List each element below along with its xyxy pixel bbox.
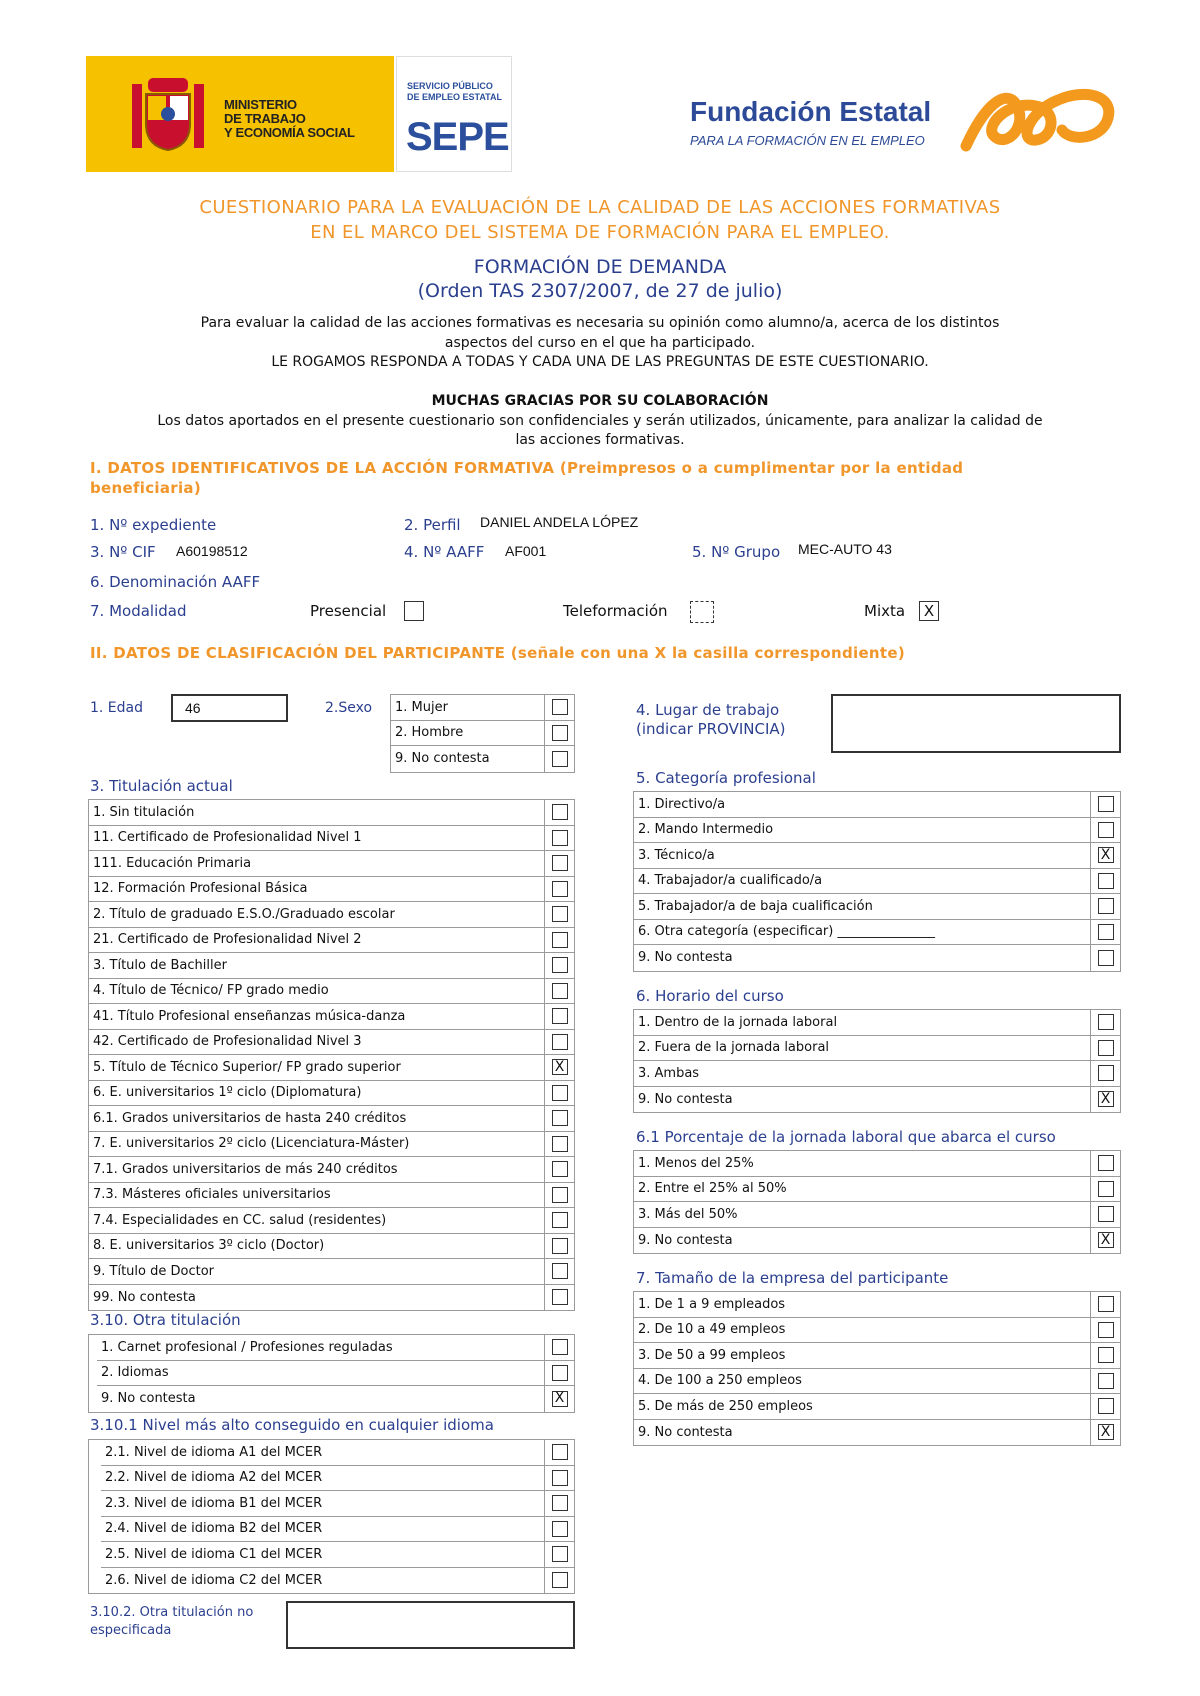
porcentaje-checkbox[interactable] <box>1098 1181 1114 1197</box>
idioma-checkbox[interactable] <box>552 1572 568 1588</box>
tamano-checkbox[interactable] <box>1098 1347 1114 1363</box>
titulacion-checkbox[interactable] <box>552 830 568 846</box>
tamano-row <box>634 1292 1120 1318</box>
grupo-value[interactable]: MEC-AUTO 43 <box>798 541 892 557</box>
porcentaje-option-label: 2. Entre el 25% al 50% <box>638 1181 787 1197</box>
titulacion-row <box>89 1157 574 1183</box>
titulacion-checkbox-cell <box>544 979 574 1004</box>
porcentaje-row <box>634 1151 1120 1177</box>
modalidad-label: 7. Modalidad <box>90 602 187 620</box>
intro-line-3: LE ROGAMOS RESPONDA A TODAS Y CADA UNA DE LAS PREGUNTAS DE ESTE CUESTIONARIO. <box>271 354 929 370</box>
otra-titulacion-checkbox[interactable] <box>552 1365 568 1381</box>
expediente-label: 1. Nº expediente <box>90 516 217 534</box>
titulacion-checkbox[interactable] <box>552 1136 568 1152</box>
tamano-checkbox-cell <box>1090 1394 1120 1419</box>
horario-checkbox-cell <box>1090 1010 1120 1035</box>
sepe-subtitle: SERVICIO PÚBLICO DE EMPLEO ESTATAL <box>407 81 503 102</box>
titulacion-checkbox[interactable] <box>552 906 568 922</box>
otra-titulacion-option-label: 2. Idiomas <box>101 1365 169 1381</box>
titulacion-row <box>89 902 574 928</box>
titulacion-option-label: 8. E. universitarios 3º ciclo (Doctor) <box>93 1238 325 1254</box>
intro-line-1: Para evaluar la calidad de las acciones formativas es necesaria su opinión como alumno/a, acerca de los distintos <box>200 315 1000 331</box>
titulacion-checkbox-cell <box>544 1081 574 1106</box>
titulacion-checkbox-cell <box>544 826 574 851</box>
presencial-label: Presencial <box>310 602 387 620</box>
titulacion-row <box>89 1234 574 1260</box>
idioma-option-label: 2.4. Nivel de idioma B2 del MCER <box>105 1521 323 1537</box>
otra-titulacion-checkbox-cell <box>544 1335 574 1360</box>
mixta-checkbox[interactable]: X <box>919 601 939 621</box>
teleformacion-label: Teleformación <box>563 602 668 620</box>
horario-checkbox[interactable] <box>1098 1040 1114 1056</box>
tamano-options <box>633 1291 1121 1446</box>
sexo-row <box>391 695 574 721</box>
otra-titulacion-option-label: 9. No contesta <box>101 1391 196 1407</box>
coat-of-arms-icon <box>126 74 210 156</box>
tamano-checkbox[interactable] <box>1098 1373 1114 1389</box>
otra-titulacion-heading: 3.10. Otra titulación <box>90 1311 241 1329</box>
porcentaje-checkbox-cell <box>1090 1202 1120 1227</box>
sexo-checkbox[interactable] <box>552 725 568 741</box>
tamano-row <box>634 1394 1120 1420</box>
otra-no-especificada-field[interactable] <box>286 1601 575 1649</box>
categoria-checkbox-cell <box>1090 818 1120 843</box>
tamano-row <box>634 1343 1120 1369</box>
titulacion-option-label: 111. Educación Primaria <box>93 855 252 871</box>
titulacion-option-label: 21. Certificado de Profesionalidad Nivel 2 <box>93 932 362 948</box>
porcentaje-row <box>634 1177 1120 1203</box>
categoria-checkbox-cell <box>1090 869 1120 894</box>
tamano-checkbox[interactable] <box>1098 1322 1114 1338</box>
titulacion-checkbox[interactable] <box>552 1238 568 1254</box>
edad-value: 46 <box>185 700 201 716</box>
sepe-logo <box>396 56 512 172</box>
categoria-heading: 5. Categoría profesional <box>636 769 816 787</box>
title-formacion: FORMACIÓN DE DEMANDA <box>473 256 727 278</box>
otra-no-especificada-label-sub: especificada <box>90 1623 172 1638</box>
tamano-option-label: 1. De 1 a 9 empleados <box>638 1296 786 1312</box>
titulacion-checkbox[interactable] <box>552 1263 568 1279</box>
intro-line-2: aspectos del curso en el que ha participado. <box>444 335 756 351</box>
tamano-option-label: 3. De 50 a 99 empleos <box>638 1347 786 1363</box>
aaff-value[interactable]: AF001 <box>505 543 547 559</box>
categoria-checkbox-cell <box>1090 945 1120 971</box>
categoria-checkbox[interactable] <box>1098 898 1114 914</box>
confidential-line-1: Los datos aportados en el presente cuestionario son confidenciales y serán utilizados, únicamente, para analizar la calidad de <box>157 413 1043 429</box>
lugar-label-sub: (indicar PROVINCIA) <box>636 720 786 738</box>
sepe-wordmark: SEPE <box>406 115 509 159</box>
categoria-option-label: 1. Directivo/a <box>638 796 726 812</box>
titulacion-row <box>89 979 574 1005</box>
categoria-row <box>634 894 1120 920</box>
titulacion-row <box>89 1106 574 1132</box>
porcentaje-row <box>634 1202 1120 1228</box>
titulacion-row <box>89 1285 574 1311</box>
titulacion-option-label: 11. Certificado de Profesionalidad Nivel 1 <box>93 830 362 846</box>
titulacion-options <box>88 799 575 1311</box>
porcentaje-checkbox[interactable] <box>1098 1206 1114 1222</box>
title-line-1: CUESTIONARIO PARA LA EVALUACIÓN DE LA CALIDAD DE LAS ACCIONES FORMATIVAS <box>199 197 1001 218</box>
categoria-checkbox[interactable] <box>1098 796 1114 812</box>
horario-row <box>634 1036 1120 1062</box>
horario-option-label: 9. No contesta <box>638 1091 733 1107</box>
categoria-checkbox[interactable] <box>1098 822 1114 838</box>
titulacion-checkbox-cell <box>544 877 574 902</box>
titulacion-row <box>89 1055 574 1081</box>
titulacion-checkbox[interactable] <box>552 1161 568 1177</box>
titulacion-row <box>89 826 574 852</box>
titulacion-option-label: 3. Título de Bachiller <box>93 957 227 973</box>
titulacion-checkbox-cell <box>544 800 574 825</box>
titulacion-option-label: 6.1. Grados universitarios de hasta 240 créditos <box>93 1110 407 1126</box>
confidential-line-2: las acciones formativas. <box>515 432 685 448</box>
titulacion-checkbox[interactable] <box>552 983 568 999</box>
titulacion-row <box>89 1132 574 1158</box>
otra-no-especificada-label: 3.10.2. Otra titulación no <box>90 1605 254 1620</box>
categoria-checkbox-cell <box>1090 792 1120 817</box>
sexo-checkbox[interactable] <box>552 699 568 715</box>
perfil-value[interactable]: DANIEL ANDELA LÓPEZ <box>480 514 639 530</box>
idioma-option-label: 2.5. Nivel de idioma C1 del MCER <box>105 1546 323 1562</box>
idioma-checkbox[interactable] <box>552 1521 568 1537</box>
categoria-row <box>634 920 1120 946</box>
porcentaje-row <box>634 1228 1120 1254</box>
categoria-options <box>633 791 1121 972</box>
tamano-checkbox-cell <box>1090 1369 1120 1394</box>
horario-checkbox-cell <box>1090 1036 1120 1061</box>
aaff-label: 4. Nº AAFF <box>404 543 485 561</box>
idioma-option-label: 2.1. Nivel de idioma A1 del MCER <box>105 1444 323 1460</box>
tamano-checkbox[interactable] <box>1098 1398 1114 1414</box>
idioma-options <box>88 1439 575 1594</box>
titulacion-option-label: 12. Formación Profesional Básica <box>93 881 308 897</box>
categoria-option-label: 2. Mando Intermedio <box>638 822 774 838</box>
teleformacion-checkbox[interactable] <box>690 601 714 623</box>
titulacion-heading: 3. Titulación actual <box>90 777 233 795</box>
section-1-heading: I. DATOS IDENTIFICATIVOS DE LA ACCIÓN FORMATIVA (Preimpresos o a cumplimentar por la entidad <box>90 459 964 477</box>
tamano-checkbox-cell <box>1090 1420 1120 1446</box>
sexo-checkbox-cell <box>544 746 574 772</box>
tamano-option-label: 2. De 10 a 49 empleos <box>638 1322 786 1338</box>
idioma-option-label: 2.3. Nivel de idioma B1 del MCER <box>105 1495 323 1511</box>
titulacion-option-label: 2. Título de graduado E.S.O./Graduado escolar <box>93 906 395 922</box>
titulacion-row <box>89 1004 574 1030</box>
titulacion-row <box>89 1030 574 1056</box>
horario-checkbox[interactable] <box>1098 1014 1114 1030</box>
horario-row <box>634 1087 1120 1113</box>
sexo-checkbox[interactable] <box>552 751 568 767</box>
tamano-option-label: 9. No contesta <box>638 1424 733 1440</box>
titulacion-checkbox[interactable] <box>552 957 568 973</box>
lugar-label: 4. Lugar de trabajo <box>636 701 780 719</box>
titulacion-checkbox-cell <box>544 1259 574 1284</box>
tamano-row <box>634 1420 1120 1446</box>
titulacion-option-label: 6. E. universitarios 1º ciclo (Diplomatura) <box>93 1085 362 1101</box>
tamano-checkbox-cell <box>1090 1318 1120 1343</box>
idioma-row <box>101 1568 574 1594</box>
categoria-checkbox-cell <box>1090 894 1120 919</box>
idioma-checkbox-cell <box>544 1466 574 1491</box>
titulacion-checkbox-cell <box>544 902 574 927</box>
titulacion-option-label: 1. Sin titulación <box>93 804 195 820</box>
titulacion-row <box>89 1259 574 1285</box>
tamano-checkbox[interactable] <box>1098 1296 1114 1312</box>
porcentaje-option-label: 3. Más del 50% <box>638 1206 738 1222</box>
porcentaje-heading: 6.1 Porcentaje de la jornada laboral que abarca el curso <box>636 1128 1056 1146</box>
otra-titulacion-checkbox-cell <box>544 1386 574 1412</box>
titulacion-option-label: 42. Certificado de Profesionalidad Nivel 3 <box>93 1034 362 1050</box>
lugar-trabajo-field[interactable] <box>831 694 1121 753</box>
otra-titulacion-row <box>97 1361 574 1387</box>
titulacion-checkbox-cell <box>544 928 574 953</box>
titulacion-option-label: 7.4. Especialidades en CC. salud (residentes) <box>93 1212 387 1228</box>
sexo-option-label: 9. No contesta <box>395 751 490 767</box>
categoria-row <box>634 792 1120 818</box>
titulacion-checkbox[interactable]: X <box>552 1059 568 1075</box>
idioma-checkbox[interactable] <box>552 1470 568 1486</box>
titulacion-checkbox[interactable] <box>552 1212 568 1228</box>
porcentaje-checkbox-cell <box>1090 1177 1120 1202</box>
porcentaje-option-label: 9. No contesta <box>638 1232 733 1248</box>
titulacion-checkbox[interactable] <box>552 881 568 897</box>
porcentaje-checkbox[interactable]: X <box>1098 1232 1114 1248</box>
titulacion-checkbox[interactable] <box>552 932 568 948</box>
idioma-option-label: 2.6. Nivel de idioma C2 del MCER <box>105 1572 323 1588</box>
titulacion-option-label: 4. Título de Técnico/ FP grado medio <box>93 983 329 999</box>
horario-checkbox[interactable]: X <box>1098 1091 1114 1107</box>
idioma-checkbox[interactable] <box>552 1444 568 1460</box>
titulacion-option-label: 99. No contesta <box>93 1289 196 1305</box>
categoria-row <box>634 869 1120 895</box>
otra-titulacion-row <box>97 1386 574 1412</box>
titulacion-checkbox-cell <box>544 1157 574 1182</box>
idioma-row <box>101 1517 574 1543</box>
titulacion-option-label: 41. Título Profesional enseñanzas música-danza <box>93 1008 406 1024</box>
categoria-option-label: 9. No contesta <box>638 950 733 966</box>
titulacion-row <box>89 851 574 877</box>
otra-titulacion-checkbox[interactable]: X <box>552 1391 568 1407</box>
porcentaje-checkbox[interactable] <box>1098 1155 1114 1171</box>
titulacion-option-label: 7. E. universitarios 2º ciclo (Licenciatura-Máster) <box>93 1136 410 1152</box>
titulacion-checkbox-cell <box>544 1208 574 1233</box>
titulacion-row <box>89 1208 574 1234</box>
titulacion-row <box>89 1081 574 1107</box>
titulacion-checkbox-cell <box>544 1234 574 1259</box>
titulacion-checkbox[interactable] <box>552 1008 568 1024</box>
titulacion-row <box>89 928 574 954</box>
categoria-option-label: 6. Otra categoría (especificar) _______________ <box>638 924 935 940</box>
idioma-checkbox-cell <box>544 1491 574 1516</box>
categoria-checkbox-cell <box>1090 843 1120 868</box>
titulacion-checkbox[interactable] <box>552 1187 568 1203</box>
otra-titulacion-checkbox-cell <box>544 1361 574 1386</box>
porcentaje-option-label: 1. Menos del 25% <box>638 1155 754 1171</box>
titulacion-option-label: 9. Título de Doctor <box>93 1263 215 1279</box>
titulacion-checkbox-cell <box>544 953 574 978</box>
titulacion-checkbox-cell <box>544 851 574 876</box>
titulacion-checkbox[interactable] <box>552 804 568 820</box>
horario-checkbox-cell <box>1090 1087 1120 1113</box>
idioma-row <box>101 1440 574 1466</box>
titulacion-checkbox[interactable] <box>552 855 568 871</box>
otra-titulacion-options <box>88 1334 575 1413</box>
idioma-option-label: 2.2. Nivel de idioma A2 del MCER <box>105 1470 323 1486</box>
otra-titulacion-checkbox[interactable] <box>552 1339 568 1355</box>
ministerio-logo <box>86 56 394 172</box>
titulacion-checkbox[interactable] <box>552 1110 568 1126</box>
section-2-heading: II. DATOS DE CLASIFICACIÓN DEL PARTICIPANTE (señale con una X la casilla correspondiente) <box>90 644 906 662</box>
tamano-option-label: 4. De 100 a 250 empleos <box>638 1373 802 1389</box>
porcentaje-checkbox-cell <box>1090 1151 1120 1176</box>
sexo-option-label: 2. Hombre <box>395 725 464 741</box>
titulacion-option-label: 7.1. Grados universitarios de más 240 créditos <box>93 1161 398 1177</box>
idioma-heading: 3.10.1 Nivel más alto conseguido en cualquier idioma <box>90 1416 494 1434</box>
porcentaje-options <box>633 1150 1121 1254</box>
sexo-row <box>391 746 574 772</box>
titulacion-checkbox-cell <box>544 1004 574 1029</box>
otra-titulacion-row <box>97 1335 574 1361</box>
categoria-checkbox-cell <box>1090 920 1120 945</box>
title-line-2: EN EL MARCO DEL SISTEMA DE FORMACIÓN PARA EL EMPLEO. <box>310 222 890 243</box>
idioma-checkbox-cell <box>544 1542 574 1567</box>
categoria-checkbox[interactable] <box>1098 950 1114 966</box>
categoria-row <box>634 818 1120 844</box>
categoria-row <box>634 843 1120 869</box>
ministerio-text: MINISTERIO DE TRABAJO Y ECONOMÍA SOCIAL <box>224 97 355 140</box>
tamano-heading: 7. Tamaño de la empresa del participante <box>636 1269 949 1287</box>
idioma-row <box>101 1466 574 1492</box>
titulacion-checkbox[interactable] <box>552 1289 568 1305</box>
tamano-row <box>634 1369 1120 1395</box>
horario-checkbox[interactable] <box>1098 1065 1114 1081</box>
fundacion-name: Fundación Estatal <box>690 96 932 127</box>
horario-checkbox-cell <box>1090 1061 1120 1086</box>
idioma-checkbox[interactable] <box>552 1546 568 1562</box>
edad-field[interactable] <box>171 694 288 722</box>
titulacion-row <box>89 1183 574 1209</box>
categoria-checkbox[interactable]: X <box>1098 847 1114 863</box>
horario-row <box>634 1010 1120 1036</box>
perfil-label: 2. Perfil <box>404 516 461 534</box>
section-1-heading-cont: beneficiaria) <box>90 479 202 497</box>
thanks-text: MUCHAS GRACIAS POR SU COLABORACIÓN <box>431 393 769 409</box>
presencial-checkbox[interactable] <box>404 601 424 621</box>
horario-option-label: 1. Dentro de la jornada laboral <box>638 1014 838 1030</box>
idioma-checkbox-cell <box>544 1440 574 1465</box>
categoria-checkbox[interactable] <box>1098 873 1114 889</box>
otra-titulacion-option-label: 1. Carnet profesional / Profesiones reguladas <box>101 1339 393 1355</box>
horario-heading: 6. Horario del curso <box>636 987 784 1005</box>
horario-option-label: 3. Ambas <box>638 1065 700 1081</box>
denominacion-label: 6. Denominación AAFF <box>90 573 261 591</box>
sexo-option-label: 1. Mujer <box>395 699 448 715</box>
tamano-checkbox[interactable]: X <box>1098 1424 1114 1440</box>
horario-options <box>633 1009 1121 1113</box>
mixta-label: Mixta <box>864 602 906 620</box>
fundacion-swirl-icon <box>958 78 1118 154</box>
titulacion-row <box>89 800 574 826</box>
tamano-row <box>634 1318 1120 1344</box>
sexo-checkbox-cell <box>544 721 574 746</box>
sexo-label: 2.Sexo <box>325 700 373 716</box>
cif-label: 3. Nº CIF <box>90 543 156 561</box>
fundacion-subtitle: PARA LA FORMACIÓN EN EL EMPLEO <box>690 133 925 148</box>
idioma-row <box>101 1491 574 1517</box>
idioma-checkbox-cell <box>544 1568 574 1594</box>
titulacion-option-label: 7.3. Másteres oficiales universitarios <box>93 1187 331 1203</box>
horario-option-label: 2. Fuera de la jornada laboral <box>638 1040 830 1056</box>
title-orden: (Orden TAS 2307/2007, de 27 de julio) <box>417 280 783 302</box>
categoria-row <box>634 945 1120 971</box>
categoria-option-label: 4. Trabajador/a cualificado/a <box>638 873 823 889</box>
titulacion-checkbox-cell <box>544 1132 574 1157</box>
categoria-checkbox[interactable] <box>1098 924 1114 940</box>
titulacion-row <box>89 953 574 979</box>
edad-label: 1. Edad <box>90 700 144 716</box>
titulacion-checkbox[interactable] <box>552 1034 568 1050</box>
categoria-option-label: 5. Trabajador/a de baja cualificación <box>638 898 873 914</box>
categoria-option-label: 3. Técnico/a <box>638 847 715 863</box>
titulacion-option-label: 5. Título de Técnico Superior/ FP grado superior <box>93 1059 401 1075</box>
horario-row <box>634 1061 1120 1087</box>
titulacion-checkbox-cell <box>544 1030 574 1055</box>
sexo-row <box>391 721 574 747</box>
titulacion-checkbox-cell <box>544 1183 574 1208</box>
titulacion-checkbox[interactable] <box>552 1085 568 1101</box>
titulacion-checkbox-cell <box>544 1285 574 1311</box>
porcentaje-checkbox-cell <box>1090 1228 1120 1254</box>
idioma-checkbox[interactable] <box>552 1495 568 1511</box>
titulacion-checkbox-cell <box>544 1055 574 1080</box>
sexo-checkbox-cell <box>544 695 574 720</box>
tamano-checkbox-cell <box>1090 1292 1120 1317</box>
tamano-checkbox-cell <box>1090 1343 1120 1368</box>
tamano-option-label: 5. De más de 250 empleos <box>638 1398 813 1414</box>
titulacion-checkbox-cell <box>544 1106 574 1131</box>
grupo-label: 5. Nº Grupo <box>692 543 781 561</box>
titulacion-row <box>89 877 574 903</box>
sexo-options <box>390 694 575 773</box>
idioma-row <box>101 1542 574 1568</box>
idioma-checkbox-cell <box>544 1517 574 1542</box>
cif-value[interactable]: A60198512 <box>176 543 248 559</box>
